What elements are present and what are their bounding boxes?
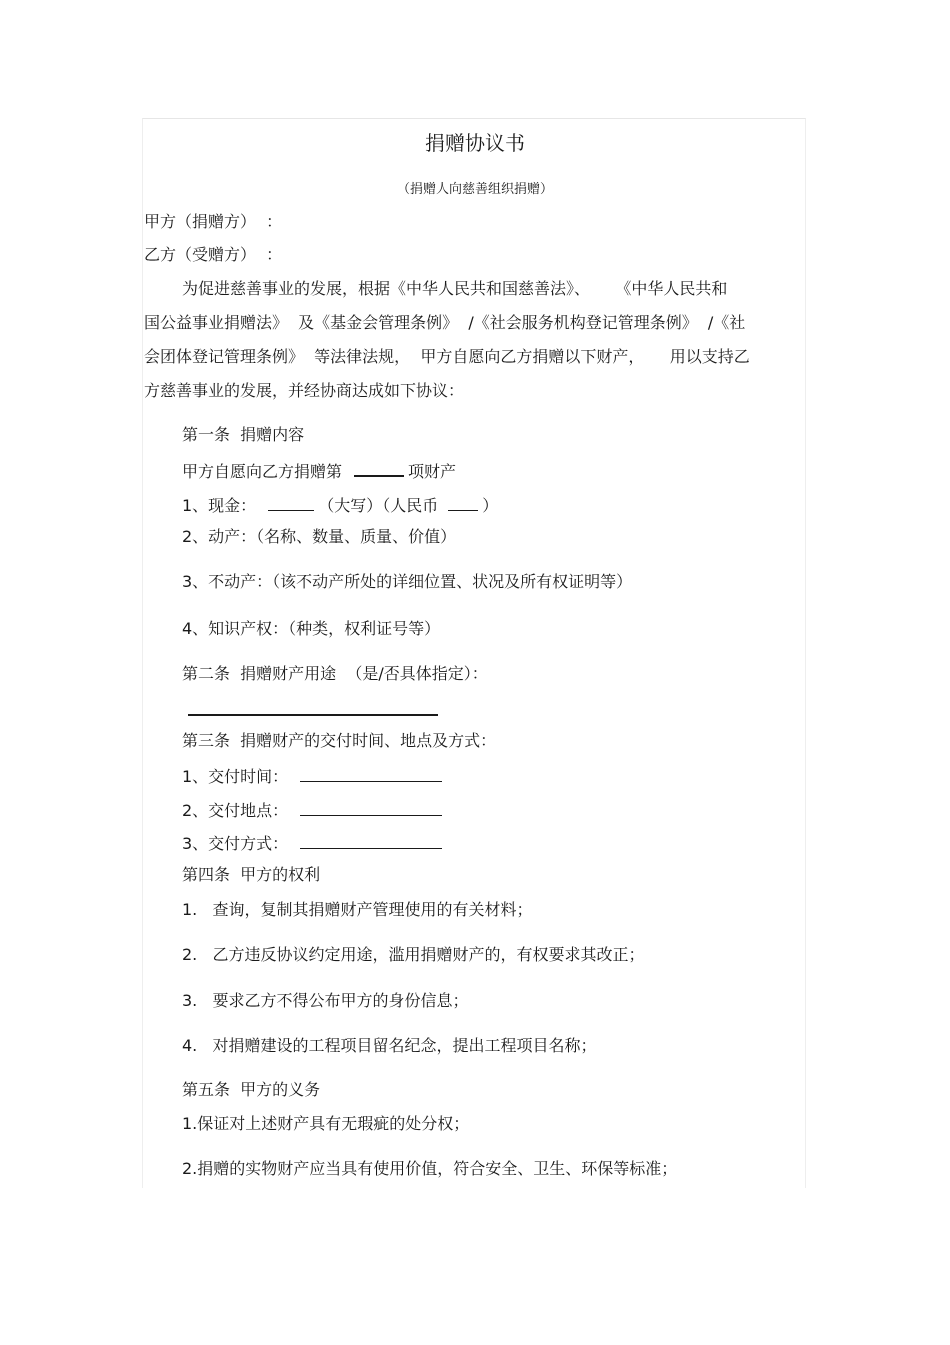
delivery-time-line	[182, 765, 446, 787]
article-5-heading: 第五条 甲方的义务	[182, 1080, 321, 1099]
document-subtitle: （捐赠人向慈善组织捐赠）	[396, 182, 553, 197]
article-1-intro-suffix: 项财产	[408, 462, 457, 481]
rmb-amount-blank[interactable]	[448, 494, 478, 511]
delivery-place-line	[182, 799, 446, 821]
item-count-blank[interactable]	[354, 459, 404, 477]
article-3-heading: 第三条 捐赠财产的交付时间、地点及方式：	[182, 731, 497, 750]
article-5-item-2: 2.捐赠的实物财产应当具有使用价值，符合安全、卫生、环保等标准；	[182, 1159, 678, 1178]
delivery-method-line	[182, 832, 446, 854]
article-5-item-1: 1.保证对上述财产具有无瑕疵的处分权；	[182, 1114, 470, 1133]
preamble-line-2: 国公益事业捐赠法》 及《基金会管理条例》 /《社会服务机构登记管理条例》 /《社	[144, 313, 746, 332]
delivery-method-blank[interactable]	[300, 832, 442, 849]
cash-label: 1、现金：	[182, 496, 257, 515]
delivery-place-label: 2、交付地点：	[182, 801, 289, 820]
delivery-time-blank[interactable]	[300, 765, 442, 782]
ip-line: 4、知识产权：（种类，权利证号等）	[182, 619, 441, 638]
delivery-time-label: 1、交付时间：	[182, 767, 289, 786]
cash-mid-text: （大写）（人民币	[318, 496, 439, 515]
document-title: 捐赠协议书	[425, 131, 525, 155]
cash-line	[182, 494, 498, 516]
preamble-line-3: 会团体登记管理条例》 等法律法规， 甲方自愿向乙方捐赠以下财产， 用以支持乙	[144, 347, 750, 366]
cash-amount-blank[interactable]	[268, 494, 314, 511]
article-4-item-1: 1. 查询，复制其捐赠财产管理使用的有关材料；	[182, 900, 533, 919]
preamble-line-4: 方慈善事业的发展，并经协商达成如下协议：	[144, 381, 465, 400]
article-4-item-2: 2. 乙方违反协议约定用途，滥用捐赠财产的，有权要求其改正；	[182, 945, 645, 964]
party-b-line: 乙方（受赠方） ：	[144, 245, 283, 264]
article-2-heading: 第二条 捐赠财产用途 （是/否具体指定）：	[182, 664, 488, 683]
usage-blank[interactable]	[188, 714, 438, 716]
preamble-text-1: 为促进慈善事业的发展，根据《中华人民共和国慈善法》、 《中华人民共和	[182, 279, 728, 298]
preamble-line-1	[182, 279, 798, 299]
delivery-method-label: 3、交付方式：	[182, 834, 289, 853]
article-1-intro	[182, 459, 456, 482]
article-4-heading: 第四条 甲方的权利	[182, 865, 321, 884]
movable-line: 2、动产：（名称、数量、质量、价值）	[182, 527, 457, 546]
cash-close: ）	[482, 496, 499, 515]
party-a-line: 甲方（捐赠方） ：	[144, 212, 283, 231]
delivery-place-blank[interactable]	[300, 799, 442, 816]
article-4-item-4: 4. 对捐赠建设的工程项目留名纪念，提出工程项目名称；	[182, 1036, 597, 1055]
real-estate-line: 3、不动产：（该不动产所处的详细位置、状况及所有权证明等）	[182, 572, 633, 591]
article-1-intro-text: 甲方自愿向乙方捐赠第	[182, 462, 343, 481]
article-1-heading: 第一条 捐赠内容	[182, 425, 305, 444]
article-4-item-3: 3. 要求乙方不得公布甲方的身份信息；	[182, 991, 469, 1010]
